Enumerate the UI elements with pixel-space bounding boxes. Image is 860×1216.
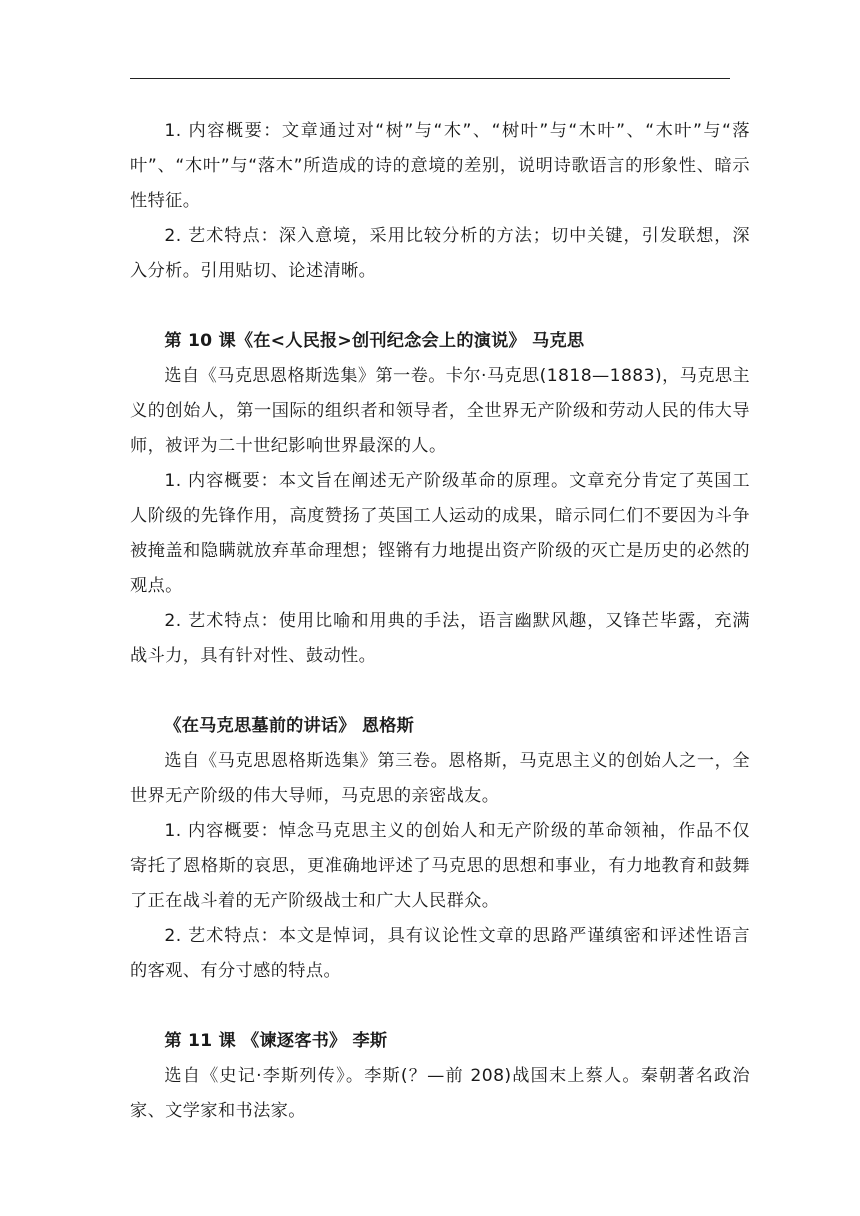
paragraph: 2. 艺术特点：深入意境，采用比较分析的方法；切中关键，引发联想，深入分析。引用贴切、论述清晰。 <box>130 226 750 281</box>
paragraph: 2. 艺术特点：本文是悼词，具有议论性文章的思路严谨缜密和评述性语言的客观、有分寸感的特点。 <box>130 926 750 981</box>
spacer <box>130 289 750 324</box>
paragraph: 选自《马克思恩格斯选集》第一卷。卡尔·马克思(1818—1883)，马克思主义的创始人，第一国际的组织者和领导者，全世界无产阶级和劳动人民的伟大导师，被评为二十世纪影响世界最深的人。 <box>130 366 751 456</box>
paragraph: 选自《史记·李斯列传》。李斯(？—前 208)战国末上蔡人。秦朝著名政治家、文学家和书法家。 <box>130 1066 750 1121</box>
section-engels-speech <box>130 709 750 989</box>
spacer <box>130 674 750 709</box>
section-heading: 第 10 课《在<人民报>创刊纪念会上的演说》 马克思 <box>164 331 585 351</box>
document-body <box>130 114 750 1129</box>
paragraph: 2. 艺术特点：使用比喻和用典的手法，语言幽默风趣，又锋芒毕露，充满战斗力，具有针对性、鼓动性。 <box>130 611 750 666</box>
paragraph: 1. 内容概要：文章通过对“树”与“木”、“树叶”与“木叶”、“木叶”与“落叶”、“木叶”与“落木”所造成的诗的意境的差别，说明诗歌语言的形象性、暗示性特征。 <box>130 121 750 211</box>
paragraph: 选自《马克思恩格斯选集》第三卷。恩格斯，马克思主义的创始人之一，全世界无产阶级的伟大导师，马克思的亲密战友。 <box>130 751 750 806</box>
section-heading: 《在马克思墓前的讲话》 恩格斯 <box>164 716 415 736</box>
section-lesson-11-lisi <box>130 1024 750 1129</box>
section-heading: 第 11 课 《谏逐客书》 李斯 <box>164 1031 388 1051</box>
header-rule <box>130 78 730 79</box>
section-continuation <box>130 114 750 289</box>
paragraph: 1. 内容概要：悼念马克思主义的创始人和无产阶级的革命领袖，作品不仅寄托了恩格斯的哀思，更准确地评述了马克思的思想和事业，有力地教育和鼓舞了正在战斗着的无产阶级战士和广大人民群众。 <box>130 821 750 911</box>
paragraph: 1. 内容概要：本文旨在阐述无产阶级革命的原理。文章充分肯定了英国工人阶级的先锋作用，高度赞扬了英国工人运动的成果，暗示同仁们不要因为斗争被掩盖和隐瞒就放弃革命理想；铿锵有力地提出资产阶级的灭亡是历史的必然的观点。 <box>130 471 750 596</box>
spacer <box>130 989 750 1024</box>
section-lesson-10-marx <box>130 324 750 674</box>
